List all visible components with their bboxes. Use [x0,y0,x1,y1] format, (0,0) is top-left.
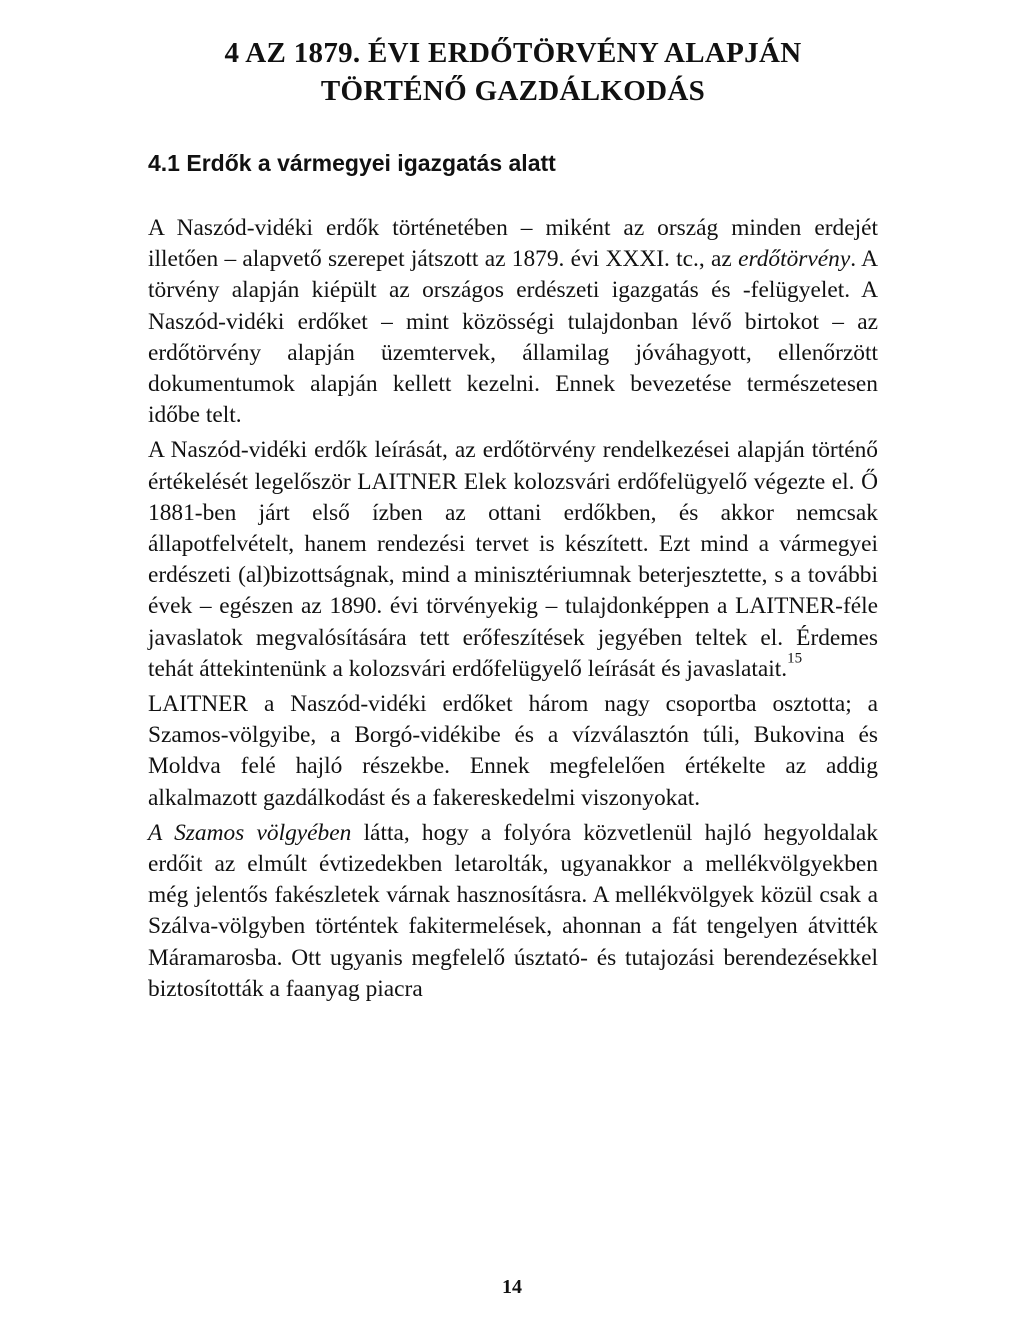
paragraph-1 [148,213,878,431]
paragraph-4-emphasis: A Szamos völgyében [148,819,352,846]
paragraph-2-text: A Naszód-vidéki erdők leírását, az erdőtörvény rendelkezései alapján történő értékelését legelőször LAITNER Elek kolozsvári erdőfelügyelő végezte el. Ő 1881-ben járt első ízben az ottani erdőkben, és akkor nemcsak állapotfelvételt, hanem rendezési tervet is készített. Ezt mind a vármegyei erdészeti (al)bizottságnak, mind a minisztériumnak beterjesztette, s a további évek – egészen az 1890. évi törvényekig – tulajdonképpen a LAITNER-féle javaslatok megvalósítására tett erőfeszítések jegyében teltek el. Érdemes tehát áttekintenünk a kolozsvári erdőfelügyelő leírását és javaslatait. [148,437,878,682]
paragraph-1-text-a: A Naszód-vidéki erdők történetében – miként az ország minden erdejét illetően – alapvető szerepet játszott az 1879. évi XXXI. tc., az [148,215,878,273]
footnote-marker: 15 [787,650,803,667]
page-number: 14 [502,1276,522,1298]
paragraph-4-text: látta, hogy a folyóra közvetlenül hajló hegyoldalak erdőit az elmúlt évtizedekben letarolták, ugyanakkor a mellékvölgyekben még jelentős fakészletek várnak hasznosításra. A mellékvölgyek közül csak a Szálva-völgyben történtek fakitermelések, ahonnan a fát tengelyen átvitték Máramarosba. Ott ugyanis megfelelő úsztató- és tutajozási berendezésekkel biztosították a faanyag piacra [148,819,878,1002]
paragraph-1-text-b: . A törvény alapján kiépült az országos erdészeti igazgatás és -felügyelet. A Naszód-vidéki erdőket – mint közösségi tulajdonban lévő birtokot – az erdőtörvény alapján üzemtervek, államilag jóváhagyott, ellenőrzött dokumentumok alapján kellett kezelni. Ennek bevezetése természetesen időbe telt. [148,246,878,429]
chapter-title [148,34,878,110]
paragraph-4 [148,818,878,1005]
chapter-title-line-1: 4 AZ 1879. ÉVI ERDŐTÖRVÉNY ALAPJÁN [224,37,802,69]
paragraph-3-text: LAITNER a Naszód-vidéki erdőket három nagy csoportba osztotta; a Szamos-völgyibe, a Borgó-vidékibe és a vízválasztón túli, Bukovina és Moldva felé hajló részekbe. Ennek megfelelően értékelte az addig alkalmazott gazdálkodást és a fakereskedelmi viszonyokat. [148,691,878,811]
paragraph-1-emphasis: erdőtörvény [738,246,851,273]
paragraph-3 [148,689,878,814]
chapter-title-line-2: TÖRTÉNŐ GAZDÁLKODÁS [320,75,706,107]
document-page [148,34,878,1005]
paragraph-2 [148,435,878,685]
section-title: 4.1 Erdők a vármegyei igazgatás alatt [148,150,556,176]
